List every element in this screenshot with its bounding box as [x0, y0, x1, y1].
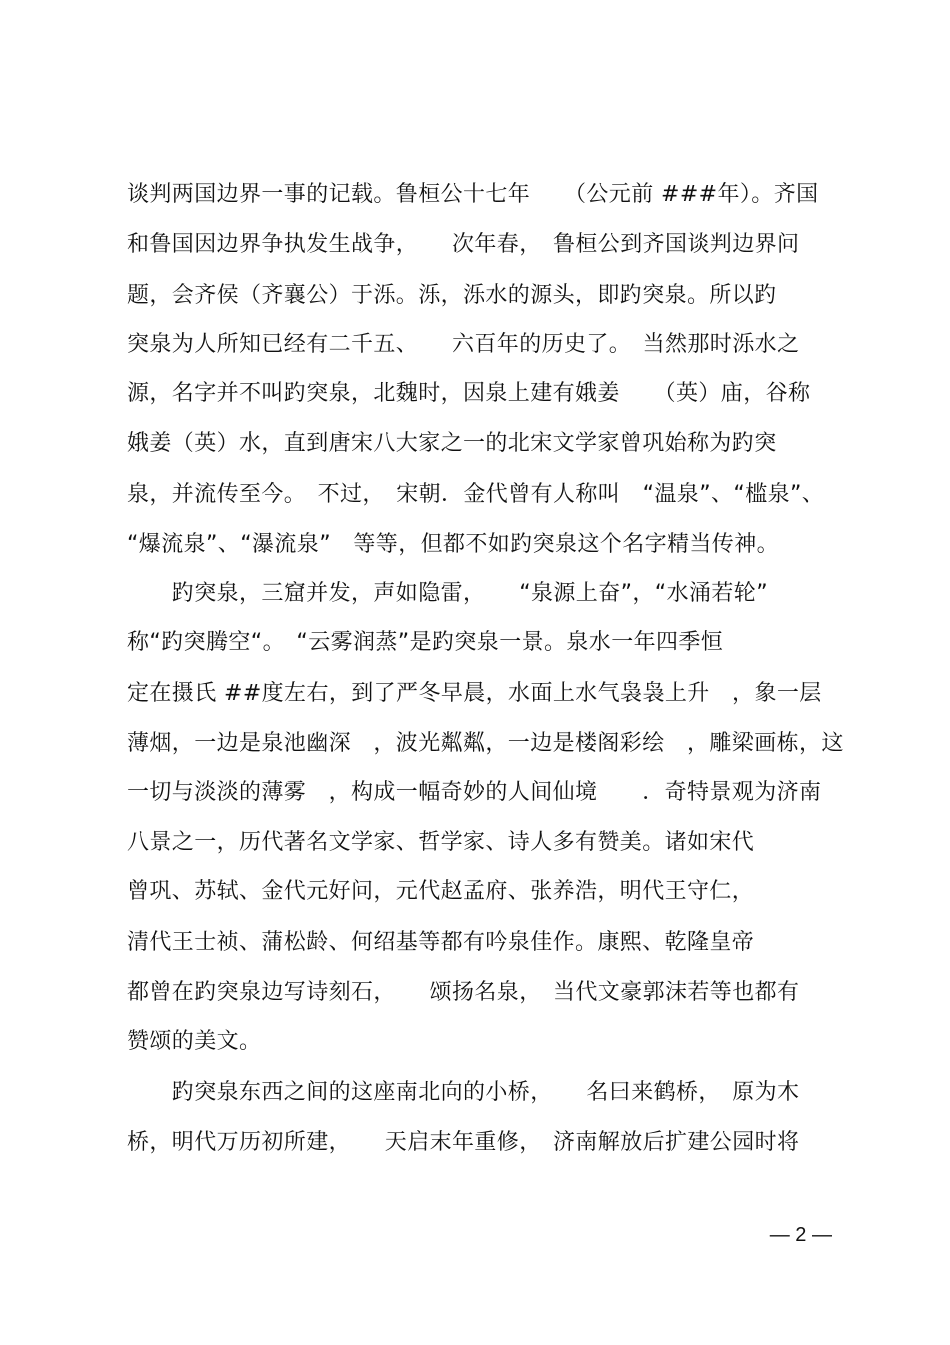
text-line: 泉，并流传至今。 不过， 宋朝．金代曾有人称叫 “温泉”、“槛泉”、: [127, 482, 825, 507]
text-line: 桥，明代万历初所建， 天启末年重修， 济南解放后扩建公园时将: [127, 1130, 800, 1155]
text-line: 定在摄氏 ##度左右，到了严冬早晨，水面上水气袅袅上升 ，象一层: [127, 681, 822, 706]
text-line: 源，名字并不叫趵突泉，北魏时，因泉上建有娥姜 （英）庙，谷称: [127, 381, 811, 406]
text-line: 曾巩、苏轼、金代元好问，元代赵孟府、张养浩，明代王守仁，: [127, 879, 755, 904]
text-line: 薄烟，一边是泉池幽深 ，波光粼粼，一边是楼阁彩绘 ，雕梁画栋，这: [127, 731, 844, 756]
text-line: 题，会齐侯（齐襄公）于泺。泺，泺水的源头，即趵突泉。所以趵: [127, 283, 777, 308]
text-line: 突泉为人所知已经有二千五、 六百年的历史了。 当然那时泺水之: [127, 332, 800, 357]
text-line: “爆流泉”、“瀑流泉” 等等，但都不如趵突泉这个名字精当传神。: [127, 532, 779, 557]
text-line: 娥姜（英）水，直到唐宋八大家之一的北宋文学家曾巩始称为趵突: [127, 431, 777, 456]
text-line: 称“趵突腾空“。 “云雾润蒸”是趵突泉一景。泉水一年四季恒: [127, 630, 724, 655]
text-line: 趵突泉东西之间的这座南北向的小桥， 名曰来鹤桥， 原为木: [127, 1080, 800, 1105]
text-line: 一切与淡淡的薄雾 ，构成一幅奇妙的人间仙境 ．奇特景观为济南: [127, 780, 822, 805]
text-line: 赞颂的美文。: [127, 1029, 262, 1054]
page-number: — 2 —: [769, 1224, 832, 1246]
text-line: 清代王士祯、蒲松龄、何绍基等都有吟泉佳作。康熙、乾隆皇帝: [127, 930, 755, 955]
text-line: 谈判两国边界一事的记载。鲁桓公十七年 （公元前 ###年）。齐国: [127, 182, 819, 207]
text-line: 八景之一，历代著名文学家、哲学家、诗人多有赞美。诸如宋代: [127, 830, 755, 855]
text-line: 都曾在趵突泉边写诗刻石， 颂扬名泉， 当代文豪郭沫若等也都有: [127, 980, 800, 1005]
text-line: 趵突泉，三窟并发，声如隐雷， “泉源上奋”，“水涌若轮”: [127, 581, 768, 606]
text-line: 和鲁国因边界争执发生战争， 次年春， 鲁桓公到齐国谈判边界问: [127, 232, 800, 257]
